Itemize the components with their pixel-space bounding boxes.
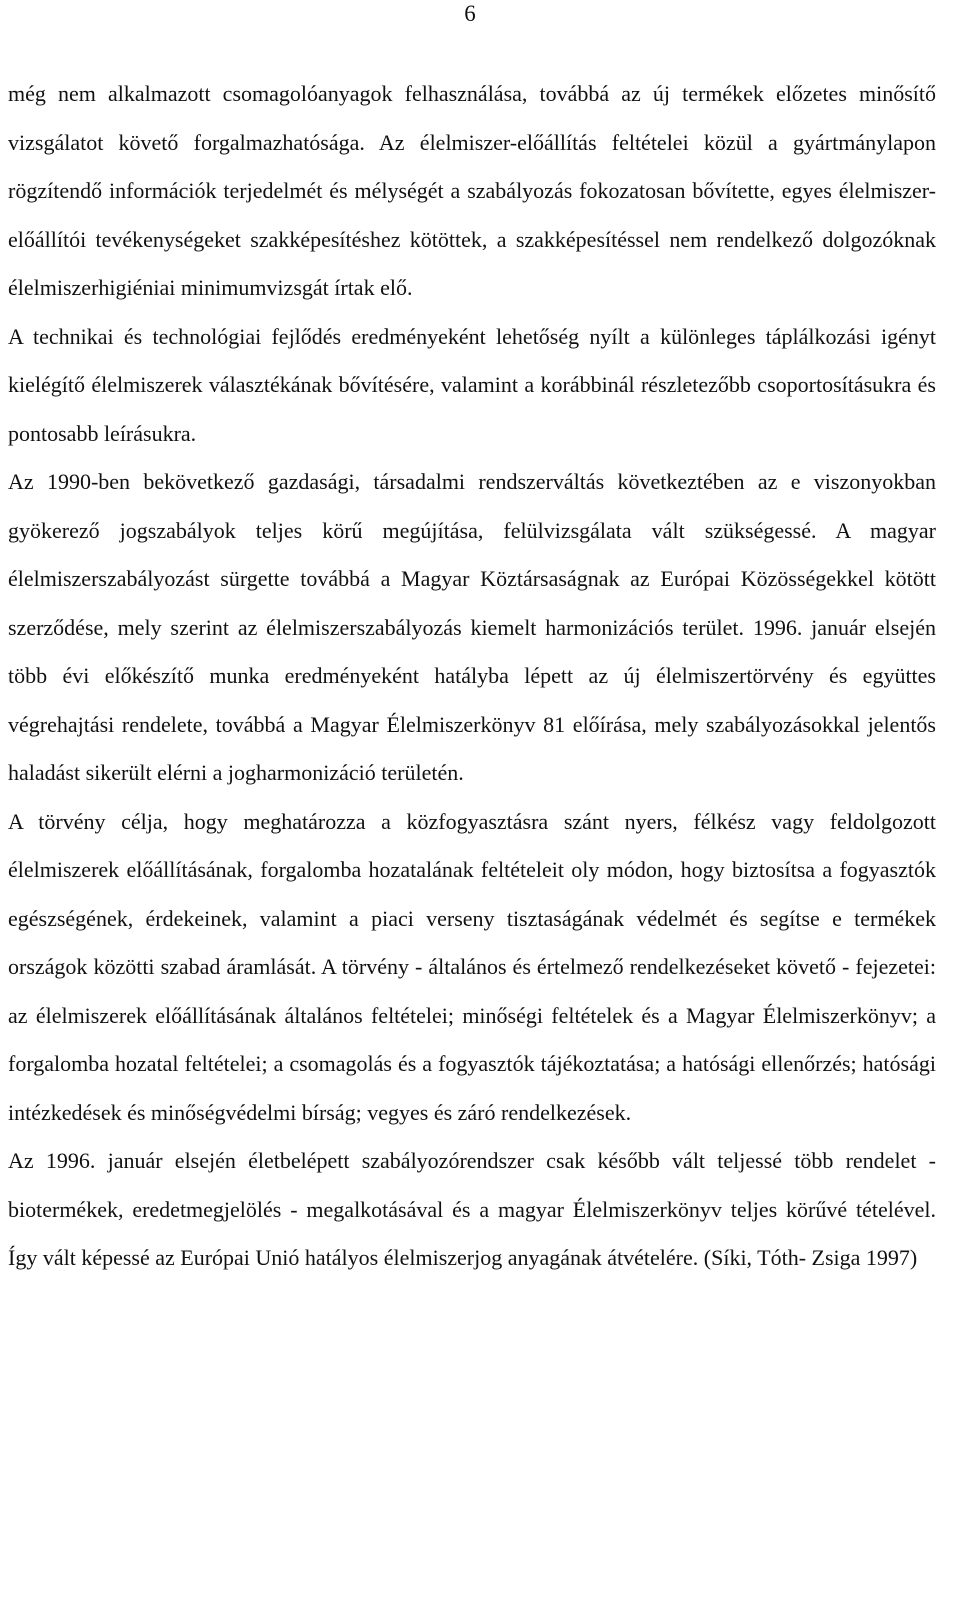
paragraph-technological-development: A technikai és technológiai fejlődés eredményeként lehetőség nyílt a különleges táplálkozási igényt kielégítő élelmiszerek választékának bővítésére, valamint a korábbinál részletezőbb csoportosításukra és pontosabb leírásukra. — [8, 323, 936, 446]
document-body — [8, 70, 936, 1283]
paragraph-packaging-and-production: még nem alkalmazott csomagolóanyagok felhasználása, továbbá az új termékek előzetes minősítő vizsgálatot követő forgalmazhatósága. Az élelmiszer-előállítás feltételei közül a gyártmánylapon rögzítendő információk terjedelmét és mélységét a szabályozás fokozatosan bővítette, egyes élelmiszer-előállítói tevékenységeket szakképesítéshez kötöttek, a szakképesítéssel nem rendelkező dolgozóknak élelmiszerhigiéniai minimumvizsgát írtak elő. — [8, 81, 936, 300]
paragraph-law-purpose-chapters: A törvény célja, hogy meghatározza a közfogyasztásra szánt nyers, félkész vagy feldolgozott élelmiszerek előállításának, forgalomba hozatalának feltételeit oly módon, hogy biztosítsa a fogyasztók egészségének, érdekeinek, valamint a piaci verseny tisztaságának védelmét és segítse e termékek országok közötti szabad áramlását. A törvény - általános és értelmező rendelkezéseket követő - fejezetei: az élelmiszerek előállításának általános feltételei; minőségi feltételek és a Magyar Élelmiszerkönyv; a forgalomba hozatal feltételei; a csomagolás és a fogyasztók tájékoztatása; a hatósági ellenőrzés; hatósági intézkedések és minőségvédelmi bírság; vegyes és záró rendelkezések. — [8, 808, 936, 1125]
paragraph-regime-change-harmonization: Az 1990-ben bekövetkező gazdasági, társadalmi rendszerváltás következtében az e viszonyokban gyökerező jogszabályok teljes körű megújítása, felülvizsgálata vált szükségessé. A magyar élelmiszerszabályozást sürgette továbbá a Magyar Köztársaságnak az Európai Közösségekkel kötött szerződése, mely szerint az élelmiszerszabályozás kiemelt harmonizációs terület. 1996. január elsején több évi előkészítő munka eredményeként hatályba lépett az új élelmiszertörvény és együttes végrehajtási rendelete, továbbá a Magyar Élelmiszerkönyv 81 előírása, mely szabályozásokkal jelentős haladást sikerült elérni a jogharmonizáció területén. — [8, 469, 936, 785]
page-number: 6 — [464, 1, 476, 26]
paragraph-regulatory-system-completion: Az 1996. január elsején életbelépett szabályozórendszer csak később vált teljessé több rendelet - biotermékek, eredetmegjelölés - megalkotásával és a magyar Élelmiszerkönyv teljes körűvé tételével. Így vált képessé az Európai Unió hatályos élelmiszerjog anyagának átvételére. (Síki, Tóth- Zsiga 1997) — [8, 1148, 936, 1270]
